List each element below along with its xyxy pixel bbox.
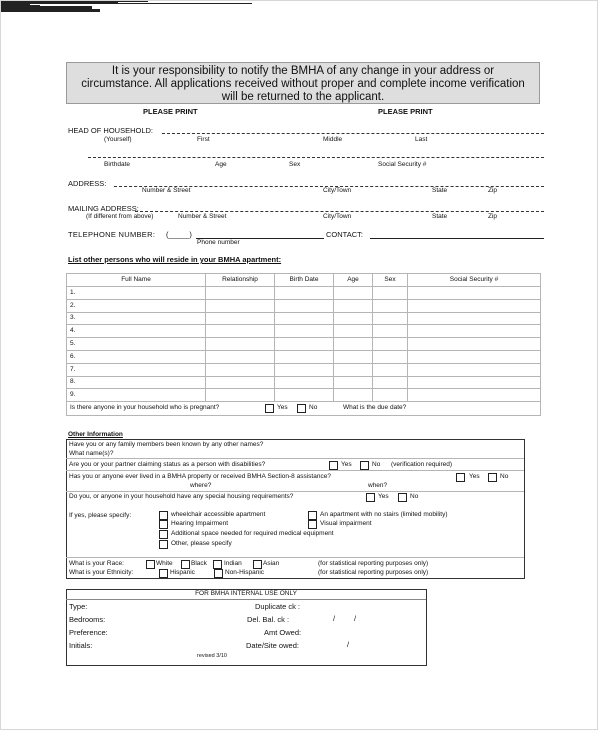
- mailing-street-caption: Number & Street: [178, 213, 227, 220]
- head-name-field[interactable]: [162, 133, 544, 134]
- ethnicity-hispanic-label: Hispanic: [170, 569, 195, 576]
- middle-caption: Middle: [323, 136, 343, 143]
- address-state-caption: State: [432, 187, 448, 194]
- mailing-address-field[interactable]: [135, 211, 544, 212]
- special-housing-yes-checkbox[interactable]: [366, 493, 375, 502]
- prior-bmha-question: Has you or anyone ever lived in a BMHA property or received BMHA Section-8 assistance?: [69, 473, 331, 480]
- internal-use-title: FOR BMHA INTERNAL USE ONLY: [195, 590, 297, 597]
- initials-label: Initials:: [69, 641, 93, 650]
- contact-label: CONTACT:: [326, 230, 363, 239]
- ethnicity-note: (for statistical reporting purposes only): [318, 569, 429, 576]
- mailing-address-label: MAILING ADDRESS:: [68, 204, 139, 213]
- sex-caption: Sex: [289, 161, 301, 168]
- area-code-field[interactable]: (_____): [166, 230, 192, 239]
- yourself-caption: (Yourself): [104, 136, 132, 143]
- wheelchair-checkbox[interactable]: [159, 511, 168, 520]
- visual-checkbox[interactable]: [308, 520, 317, 529]
- col-birth-date: Birth Date: [275, 274, 334, 287]
- row-number[interactable]: 5.: [67, 338, 206, 351]
- special-housing-no-label: No: [410, 493, 419, 500]
- race-black-label: Black: [191, 560, 207, 567]
- phone-number-caption: Phone number: [197, 239, 240, 246]
- race-note: (for statistical reporting purposes only): [318, 560, 429, 567]
- notice-line-3: will be returned to the applicant.: [221, 91, 385, 103]
- table-row[interactable]: [67, 287, 541, 300]
- mailing-state-caption: State: [432, 213, 448, 220]
- special-housing-no-checkbox[interactable]: [398, 493, 407, 502]
- amt-owed-label: Amt Owed:: [264, 628, 302, 637]
- ethnicity-non-hispanic-checkbox[interactable]: [214, 569, 223, 578]
- race-asian-label: Asian: [263, 560, 280, 567]
- address-street-caption: Number & Street: [142, 187, 191, 194]
- bedrooms-label: Bedrooms:: [69, 615, 106, 624]
- address-city-caption: City/Town: [323, 187, 352, 194]
- col-age: Age: [334, 274, 373, 287]
- race-indian-label: Indian: [224, 560, 242, 567]
- other-info-box: [66, 439, 525, 579]
- ethnicity-hispanic-checkbox[interactable]: [159, 569, 168, 578]
- table-row[interactable]: [67, 299, 541, 312]
- birthdate-caption: Birthdate: [104, 161, 131, 168]
- race-white-checkbox[interactable]: [146, 560, 155, 569]
- type-label: Type:: [69, 602, 88, 611]
- other-info-heading: Other Information: [68, 431, 123, 438]
- table-row[interactable]: [67, 363, 541, 376]
- notice-line-2: circumstance. All applications received without proper and complete income verification: [81, 78, 525, 90]
- no-stairs-label: An apartment with no stairs (limited mobility): [320, 511, 448, 518]
- prior-bmha-yes-checkbox[interactable]: [456, 473, 465, 482]
- prior-bmha-no-label: No: [500, 473, 509, 480]
- col-sex: Sex: [373, 274, 408, 287]
- other-names-prompt: What name(s)?: [69, 450, 114, 457]
- please-print-right: PLEASE PRINT: [378, 107, 433, 116]
- pregnancy-yes-checkbox[interactable]: [265, 404, 274, 413]
- row-number[interactable]: 1.: [67, 287, 206, 300]
- pregnancy-row: [67, 402, 541, 416]
- disability-no-label: No: [372, 461, 381, 468]
- race-black-checkbox[interactable]: [181, 560, 190, 569]
- del-bal-ck-label: Del. Bal. ck :: [247, 615, 290, 624]
- age-caption: Age: [215, 161, 227, 168]
- race-indian-checkbox[interactable]: [213, 560, 222, 569]
- hearing-label: Hearing Impairment: [171, 520, 229, 527]
- address-zip-caption: Zip: [488, 187, 498, 194]
- table-row[interactable]: [67, 350, 541, 363]
- row-number[interactable]: 6.: [67, 350, 206, 363]
- please-print-left: PLEASE PRINT: [143, 107, 198, 116]
- disability-no-checkbox[interactable]: [360, 461, 369, 470]
- preference-label: Preference:: [69, 628, 108, 637]
- race-white-label: White: [156, 560, 173, 567]
- mailing-city-caption: City/Town: [323, 213, 352, 220]
- when-label: when?: [368, 482, 388, 489]
- household-members-table: [66, 273, 541, 416]
- special-housing-yes-label: Yes: [378, 493, 389, 500]
- internal-use-box: [66, 589, 427, 666]
- due-date-label: What is the due date?: [343, 404, 407, 412]
- table-row[interactable]: [67, 312, 541, 325]
- disability-yes-checkbox[interactable]: [329, 461, 338, 470]
- table-header-row: [67, 274, 541, 287]
- del-bal-slash-1: /: [333, 614, 336, 623]
- notice-line-1: It is your responsibility to notify the BMHA of any change in your address or: [111, 65, 495, 77]
- table-row[interactable]: [67, 325, 541, 338]
- race-asian-checkbox[interactable]: [253, 560, 262, 569]
- row-number[interactable]: 3.: [67, 312, 206, 325]
- row-number[interactable]: 4.: [67, 325, 206, 338]
- date-site-owed-label: Date/Site owed:: [246, 641, 299, 650]
- pregnancy-yes-label: Yes: [277, 404, 288, 412]
- mailing-zip-caption: Zip: [488, 213, 498, 220]
- other-label: Other, please specify: [171, 540, 232, 547]
- disability-yes-label: Yes: [341, 461, 352, 468]
- ethnicity-non-hispanic-label: Non-Hispanic: [225, 569, 265, 576]
- mailing-note: (If different from above): [86, 213, 154, 220]
- other-names-question: Have you or any family members been known by any other names?: [69, 441, 264, 448]
- row-number[interactable]: 8.: [67, 376, 206, 389]
- prior-bmha-yes-label: Yes: [469, 473, 480, 480]
- race-label: What is your Race:: [69, 560, 124, 567]
- medical-space-checkbox[interactable]: [159, 530, 168, 539]
- head-of-household-label: HEAD OF HOUSEHOLD:: [68, 126, 154, 135]
- row-number[interactable]: 9.: [67, 389, 206, 402]
- last-caption: Last: [415, 136, 428, 143]
- pregnancy-no-checkbox[interactable]: [297, 404, 306, 413]
- col-relationship: Relationship: [206, 274, 275, 287]
- date-slash: /: [347, 640, 350, 649]
- address-label: ADDRESS:: [68, 179, 107, 188]
- prior-bmha-no-checkbox[interactable]: [488, 473, 497, 482]
- duplicate-ck-label: Duplicate ck :: [255, 602, 301, 611]
- contact-field[interactable]: [370, 238, 544, 239]
- other-checkbox[interactable]: [159, 540, 168, 549]
- col-full-name: Full Name: [67, 274, 206, 287]
- disability-question: Are you or your partner claiming status as a person with disabilities?: [69, 461, 266, 468]
- pregnancy-question: Is there anyone in your household who is pregnant?: [70, 404, 220, 412]
- birth-info-field[interactable]: [88, 157, 544, 158]
- first-caption: First: [197, 136, 210, 143]
- telephone-label: TELEPHONE NUMBER:: [68, 230, 156, 239]
- where-label: where?: [190, 482, 212, 489]
- row-number[interactable]: 2.: [67, 299, 206, 312]
- verification-note: (verification required): [391, 461, 453, 468]
- visual-label: Visual impairment: [320, 520, 372, 527]
- col-ssn: Social Security #: [408, 274, 541, 287]
- table-row[interactable]: [67, 389, 541, 402]
- table-row[interactable]: [67, 376, 541, 389]
- wheelchair-label: wheelchair accessible apartment: [171, 511, 266, 518]
- ssn-caption: Social Security #: [378, 161, 427, 168]
- medical-space-label: Additional space needed for required medical equipment: [171, 530, 334, 537]
- notice-banner: [66, 62, 540, 104]
- persons-heading: List other persons who will reside in your BMHA apartment:: [68, 255, 282, 264]
- pregnancy-no-label: No: [309, 404, 318, 412]
- special-housing-question: Do you, or anyone in your household have any special housing requirements?: [69, 493, 294, 500]
- row-number[interactable]: 7.: [67, 363, 206, 376]
- ethnicity-label: What is your Ethnicity:: [69, 569, 134, 576]
- revised-note: revised 3/10: [197, 653, 227, 659]
- no-stairs-checkbox[interactable]: [308, 511, 317, 520]
- table-row[interactable]: [67, 338, 541, 351]
- del-bal-slash-2: /: [354, 614, 357, 623]
- specify-label: If yes, please specify:: [69, 512, 132, 519]
- hearing-checkbox[interactable]: [159, 520, 168, 529]
